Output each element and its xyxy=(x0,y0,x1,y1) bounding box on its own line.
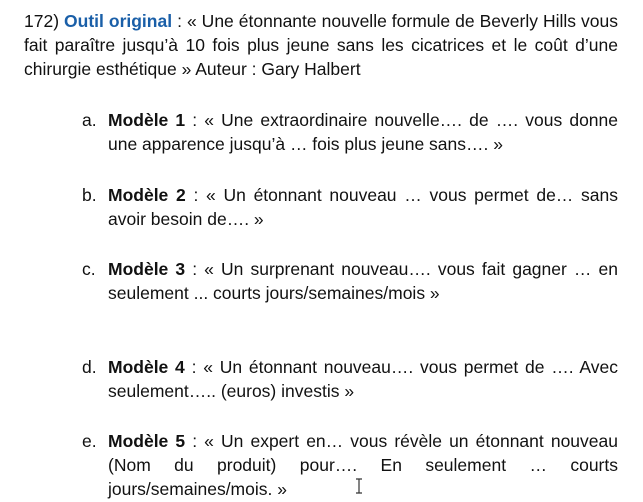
list-item-c xyxy=(82,257,618,305)
list-marker: a. xyxy=(82,110,97,130)
model-text: : « Un étonnant nouveau … vous permet de… sans avoir besoin de…. » xyxy=(108,185,618,229)
list-item-b xyxy=(82,183,618,231)
model-title: Modèle 5 xyxy=(108,431,186,451)
original-tool-label: Outil original xyxy=(64,11,173,31)
list-item-a xyxy=(82,108,618,156)
text-cursor-icon xyxy=(354,478,364,494)
list-marker: c. xyxy=(82,259,96,279)
model-text: : « Une extraordinaire nouvelle…. de …. vous donne une apparence jusqu’à … fois plus jeune sans…. » xyxy=(108,110,618,154)
model-title: Modèle 4 xyxy=(108,357,185,377)
list-item-d xyxy=(82,355,618,403)
list-marker: d. xyxy=(82,357,97,377)
model-text: : « Un expert en… vous révèle un étonnant nouveau (Nom du produit) pour…. En seulement … courts jours/semaines/mois. » xyxy=(108,431,618,499)
model-title: Modèle 2 xyxy=(108,185,186,205)
list-marker: b. xyxy=(82,185,97,205)
list-marker: e. xyxy=(82,431,97,451)
intro-text: : « Une étonnante nouvelle formule de Beverly Hills vous fait paraître jusqu’à 10 fois plus jeune sans les cicatrices et le coût d’une chirurgie esthétique » Auteur : Gary Halbert xyxy=(24,11,618,79)
model-text: : « Un surprenant nouveau…. vous fait gagner … en seulement ... courts jours/semaines/mois » xyxy=(108,259,618,303)
model-title: Modèle 1 xyxy=(108,110,186,130)
list-item-e xyxy=(82,429,618,501)
item-number: 172) xyxy=(24,11,60,31)
intro-paragraph xyxy=(24,9,618,81)
model-text: : « Un étonnant nouveau…. vous permet de …. Avec seulement….. (euros) investis » xyxy=(108,357,618,401)
model-title: Modèle 3 xyxy=(108,259,186,279)
